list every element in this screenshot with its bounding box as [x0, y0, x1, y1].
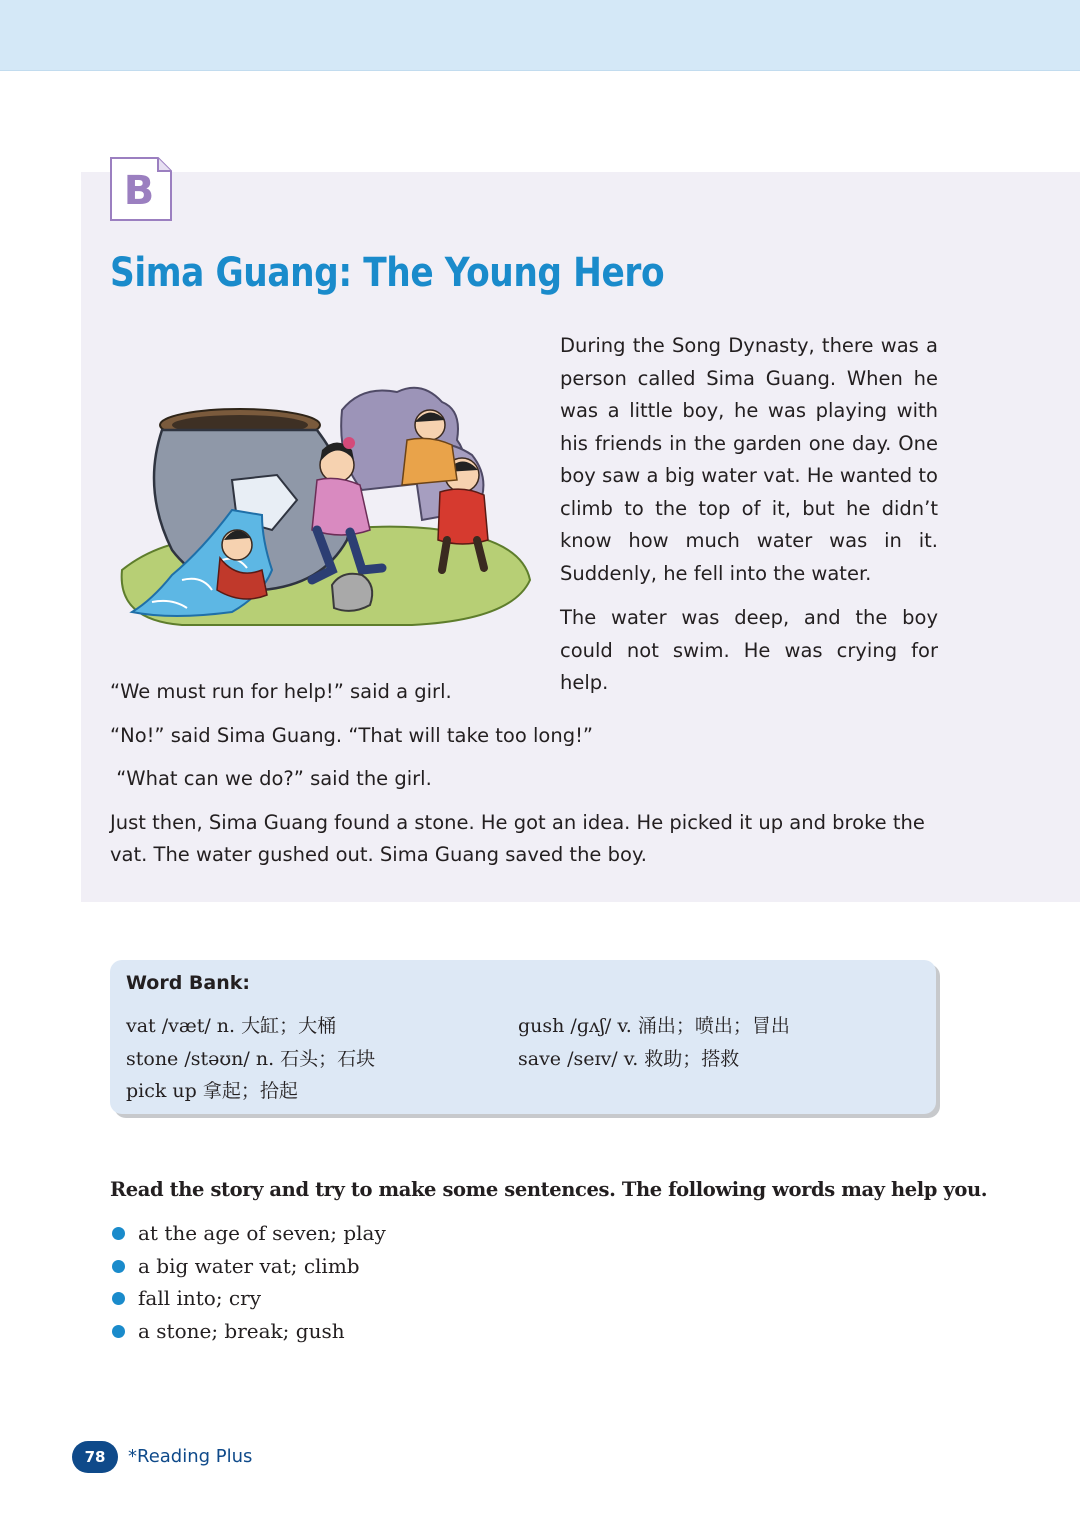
- word-bank-entry: gush /ɡʌʃ/ v. 涌出；喷出；冒出: [518, 1015, 790, 1037]
- word-bank-entry: save /seɪv/ v. 救助；搭救: [518, 1047, 740, 1070]
- word-bank-title: Word Bank:: [126, 972, 250, 994]
- prompt-text: at the age of seven; play: [138, 1221, 386, 1245]
- story-paragraph: “We must run for help!” said a girl.: [110, 680, 452, 703]
- bullet-dot-icon: [112, 1260, 125, 1273]
- story-paragraph: During the Song Dynasty, there was a person called Sima Guang. When he was a little boy, he was playing with his friends in the garden one day. One boy saw a big water vat. He wanted to climb to the top of it, but he didn’t know how much water was in it. Suddenly, he fell into the water.: [560, 334, 938, 585]
- footer-label: *Reading Plus: [128, 1446, 253, 1467]
- section-letter: B: [123, 168, 155, 214]
- word-bank: [110, 960, 936, 1114]
- header-band: [0, 0, 1080, 71]
- bullet-dot-icon: [112, 1227, 125, 1240]
- story-paragraph: “No!” said Sima Guang. “That will take too long!”: [110, 723, 593, 747]
- story-paragraph: The water was deep, and the boy could not swim. He was crying for help.: [560, 606, 938, 694]
- page-number: 78: [72, 1441, 118, 1473]
- story-continuation: [110, 676, 940, 883]
- list-item: [110, 1217, 386, 1250]
- word-bank-entry: vat /væt/ n. 大缸；大桶: [126, 1015, 337, 1037]
- section-badge: [110, 157, 170, 219]
- list-item: [110, 1282, 386, 1315]
- story-illustration: [112, 380, 534, 630]
- prompt-text: fall into; cry: [138, 1286, 261, 1310]
- bullet-dot-icon: [112, 1325, 125, 1338]
- list-item: [110, 1315, 386, 1348]
- exercise-instruction: Read the story and try to make some sentences. The following words may help you.: [110, 1178, 988, 1201]
- story-paragraph: Just then, Sima Guang found a stone. He got an idea. He picked it up and broke the vat. The water gushed out. Sima Guang saved the boy.: [110, 810, 925, 866]
- bullet-dot-icon: [112, 1292, 125, 1305]
- prompt-list: [110, 1217, 386, 1347]
- story-paragraph: “What can we do?” said the girl.: [110, 767, 432, 790]
- list-item: [110, 1250, 386, 1283]
- story-intro: [560, 330, 938, 712]
- page-title: Sima Guang: The Young Hero: [110, 250, 665, 296]
- word-bank-right-column: [518, 1010, 790, 1075]
- word-bank-entry: stone /stəʊn/ n. 石头；石块: [126, 1047, 376, 1070]
- prompt-text: a big water vat; climb: [138, 1253, 360, 1278]
- prompt-text: a stone; break; gush: [138, 1318, 345, 1343]
- word-bank-left-column: [126, 1010, 375, 1108]
- word-bank-entry: pick up 拿起；拾起: [126, 1080, 298, 1102]
